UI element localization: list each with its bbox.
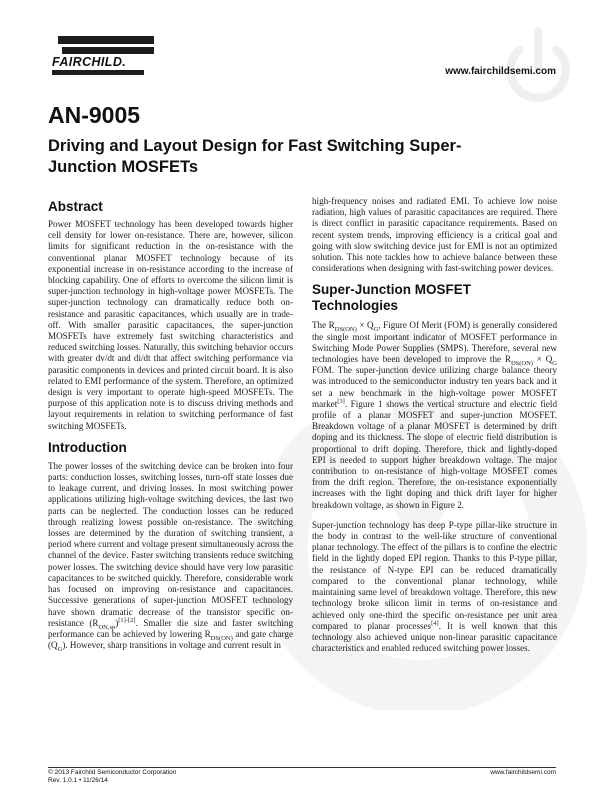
super-junction-paragraph-2: Super-junction technology has deep P-type pillar-like structure in the body in contrast to the well-like structure of conventional planar technology. The effect of the pillars is to confine the electric field in the lightly doped EPI region. Thanks to this P-type pillar, the resistance of N-type EPI can be reduced dramatically compared to the conventional planar technology, while maintaining same level of breakdown voltage. Therefore, this new technology broke silicon limit in terms of on-resistance and achieved only one-third the specific on-resistance per unit area compared to planar processes[4]. It is well known that this technology also achieved unique non-linear parasitic capacitance characteristics and enabled reduced switching power losses. (312, 519, 557, 654)
left-column (48, 196, 293, 651)
document-id: AN-9005 (48, 102, 141, 128)
abstract-paragraph: Power MOSFET technology has been developed towards higher cell density for lower on-resistance. There are, however, silicon limits for significant reduction in the on-resistance with the conventional planar MOSFET technology because of its exponential increase in on-resistance according to the increase of blocking capability. One of efforts to overcome the silicon limit is super-junction technology in high-voltage power MOSFETs. The super-junction technology can dramatically reduce both on-resistance and parasitic capacitances, which usually are in trade-off. With smaller parasitic capacitances, the super-junction MOSFETs have extremely fast switching characteristics and reduced switching losses. Naturally, this switching behavior occurs with greater dv/dt and di/dt that affect switching performance via parasitic components in devices and printed circuit board. It is also related to EMI performance of the system. Therefore, an optimized design is very important to operate high-speed MOSFETs. The purpose of this application note is to discuss driving methods and layout requirements in relation to switching performance of fast switching MOSFETs. (48, 219, 293, 431)
abstract-heading: Abstract (48, 199, 103, 214)
footer-left (48, 769, 176, 785)
right-column (312, 196, 557, 654)
header-website-link[interactable]: www.fairchildsemi.com (445, 66, 556, 77)
super-junction-paragraph-1: The $R_{DS(ON)} \times Q_G$, Figure Of Merit (FOM) is generally considered the single most important indicator of MOSFET performance in Switching Mode Power Supplies (SMPS). Therefore, several new technologies have been developed to improve the $R_{DS(ON)} \times Q_G$ FOM. The super-junction device utilizing charge balance theory was introduced to the semiconductor industry ten years back and it set a new benchmark in the high-voltage power MOSFET market[3]. Figure 1 shows the vertical structure and electric field profile of a planar MOSFET and super-junction MOSFET. Breakdown voltage of a planar MOSFET is determined by drift doping and its thickness. The slope of electric field distribution is proportional to drift doping. Therefore, thick and lightly-doped EPI is needed to support higher breakdown voltage. The major contribution to on-resistance of high-voltage MOSFET comes from the drift region. Therefore, the on-resistance exponentially increases with the light doping and thick drift layer for higher breakdown voltage, as shown in Figure 2. (312, 320, 557, 510)
super-junction-heading: Super-Junction MOSFET Technologies (312, 282, 472, 314)
footer-website-link[interactable]: www.fairchildsemi.com (490, 769, 556, 776)
introduction-heading: Introduction (48, 439, 127, 455)
footer-revision: Rev. 1.0.1 • 11/26/14 (48, 777, 108, 784)
document-title: Driving and Layout Design for Fast Switching Super-Junction MOSFETs (48, 137, 462, 176)
footer-copyright: © 2013 Fairchild Semiconductor Corporation (48, 769, 177, 776)
introduction-paragraph: The power losses of the switching device can be broken into four parts: conduction losses, switching losses, turn-off state losses due to leakage current, and driving losses. In most switching power applications utilizing high-voltage switching devices, the last two parts can be neglected. The conduction losses can be reduced through realizing lowest possible on-resistance. The switching losses are determined by the duration of switching transient, a period where current and voltage present simultaneously across the channel of the device. Faster switching transients reduce switching power losses. The switching device should have very low parasitic capacitances to be switched quickly. Therefore, considerable work has focused on improving on-resistance and capacitances. Successive generations of super-junction MOSFET technology have shown dramatic decrease of the transistor specific on-resistance $(R_{ON,sp})[1]-[2]$. Smaller die size and faster switching performance can be achieved by lowering $R_{DS(ON)}$ and gate charge $(Q_G)$. However, sharp transitions in voltage and current result in (48, 460, 293, 653)
intro-continuation-paragraph: high-frequency noises and radiated EMI. To achieve low noise radiation, high values of parasitic capacitances are required. There is direct conflict in parasitic capacitance requirements. Based on recent system trends, improving efficiency is a critical goal and going with slow switching device just for EMI is not an optimized solution. This note tackles how to achieve balance between these considerations when designing with fast-switching power devices. (312, 196, 557, 274)
fairchild-logo (48, 36, 162, 76)
logo-wordmark: FAIRCHILD. (52, 55, 127, 69)
footer-divider (48, 767, 556, 768)
